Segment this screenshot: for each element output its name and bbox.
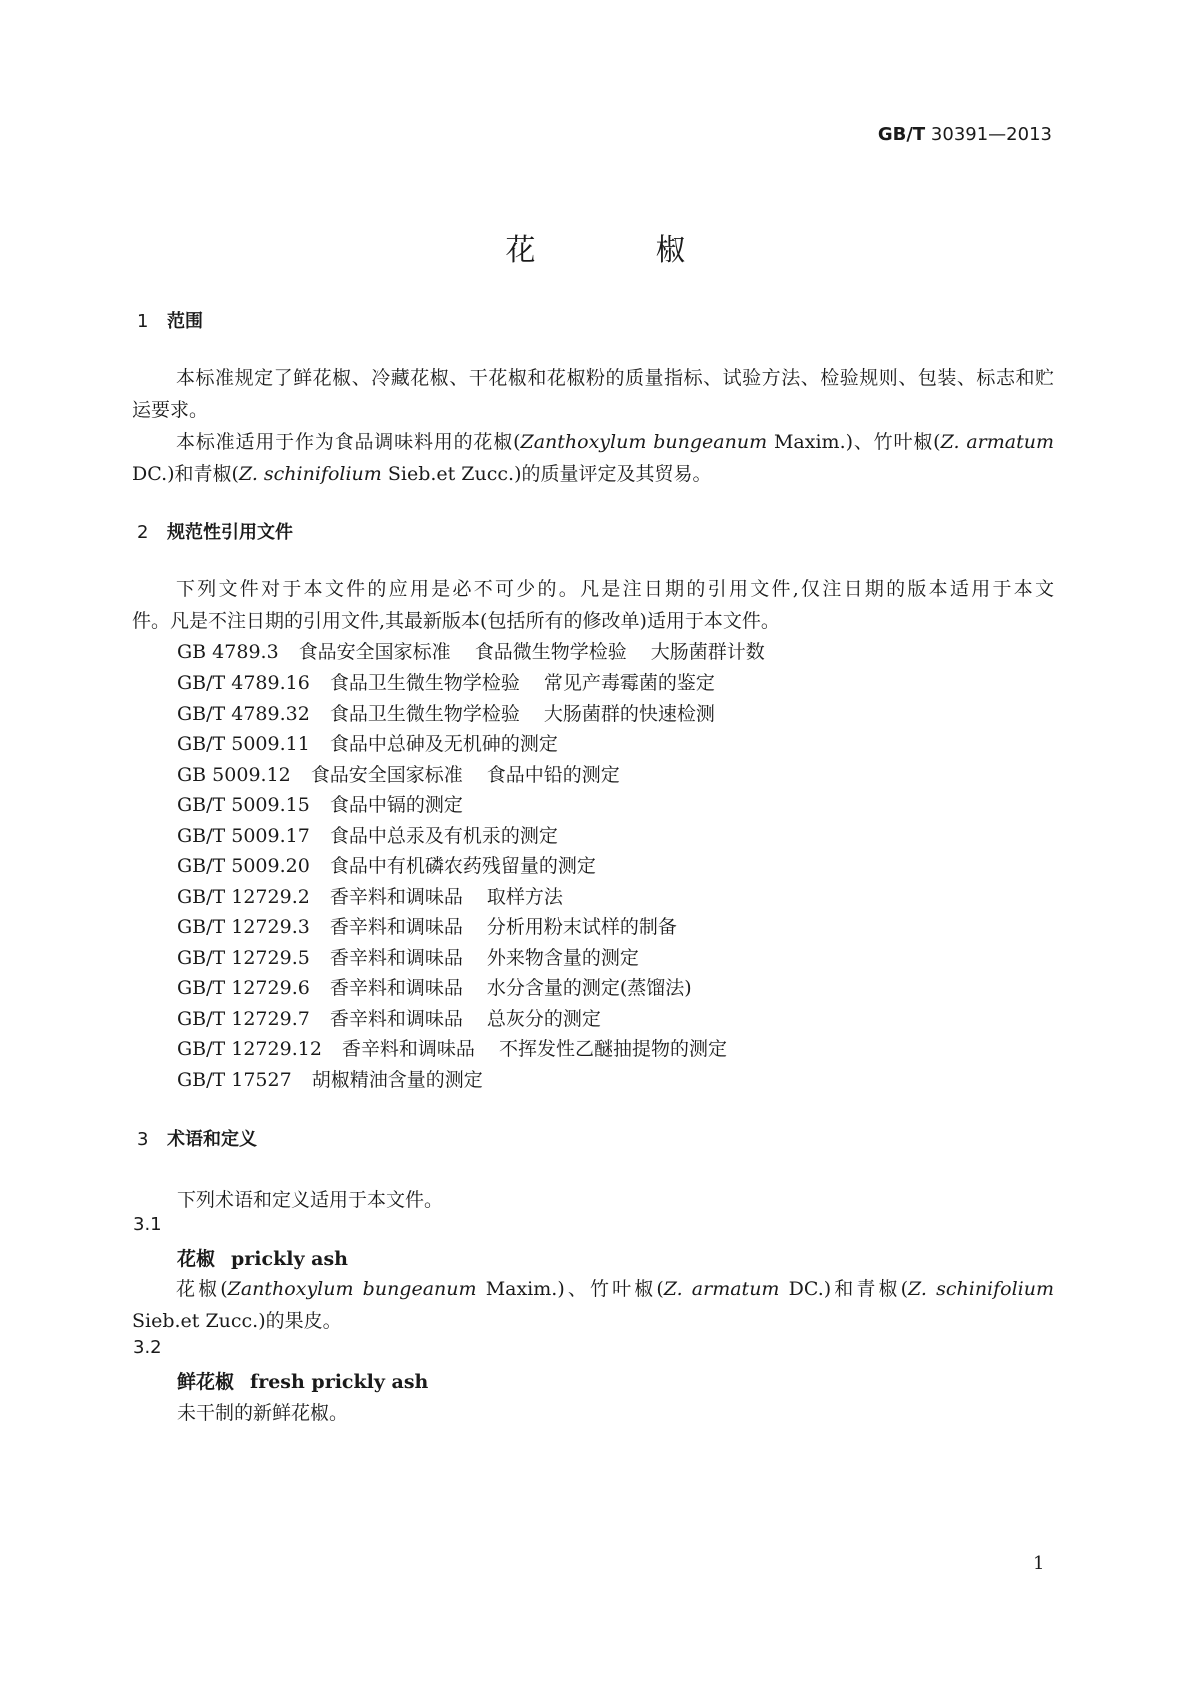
reference-title: 大肠菌群计数 — [650, 641, 765, 663]
reference-title: 食品卫生微生物学检验 — [329, 672, 520, 694]
section-number: 2 — [137, 522, 149, 543]
reference-code: GB/T 5009.17 — [177, 825, 310, 847]
reference-title: 食品安全国家标准 — [298, 641, 451, 663]
reference-title: 食品中有机磷农药残留量的测定 — [329, 855, 596, 877]
text-line — [132, 458, 1054, 490]
reference-item — [177, 882, 563, 909]
reference-title: 食品卫生微生物学检验 — [329, 703, 520, 725]
reference-item — [177, 821, 558, 848]
reference-item — [177, 760, 620, 787]
reference-item — [177, 1034, 727, 1061]
reference-item — [177, 1004, 601, 1031]
text-run: Maxim.)、竹叶椒( — [767, 431, 941, 453]
reference-title: 不挥发性乙醚抽提物的测定 — [498, 1038, 727, 1060]
term-chinese: 花椒 — [177, 1248, 216, 1270]
reference-item — [177, 851, 596, 878]
scope-paragraph — [132, 362, 1054, 490]
reference-code: GB 5009.12 — [177, 764, 291, 786]
reference-title: 食品中铅的测定 — [486, 764, 620, 786]
term-definition — [132, 1273, 1054, 1337]
reference-item — [177, 1065, 483, 1092]
reference-title: 大肠菌群的快速检测 — [543, 703, 715, 725]
reference-item — [177, 790, 463, 817]
reference-title: 香辛料和调味品 — [341, 1038, 475, 1060]
reference-title: 常见产毒霉菌的鉴定 — [543, 672, 715, 694]
text-run: Sieb.et Zucc.)的质量评定及其贸易。 — [381, 463, 712, 485]
reference-item — [177, 729, 558, 756]
reference-code: GB/T 12729.6 — [177, 977, 310, 999]
text-run: DC.)和青椒( — [779, 1278, 909, 1300]
reference-item — [177, 668, 715, 695]
section-number: 1 — [137, 311, 149, 332]
text-line — [132, 426, 1054, 458]
reference-title: 总灰分的测定 — [486, 1008, 601, 1030]
standard-code — [0, 124, 1052, 145]
term-number: 3.2 — [133, 1337, 162, 1358]
reference-code: GB/T 4789.16 — [177, 672, 310, 694]
text-run: DC.)和青椒( — [132, 463, 239, 485]
reference-title: 食品微生物学检验 — [474, 641, 627, 663]
reference-title: 胡椒精油含量的测定 — [311, 1069, 483, 1091]
term-english: prickly ash — [231, 1248, 348, 1270]
reference-title: 香辛料和调味品 — [329, 1008, 463, 1030]
term-definition: 未干制的新鲜花椒。 — [177, 1402, 349, 1424]
species-name: Z. armatum — [940, 431, 1054, 453]
term-number: 3.1 — [133, 1214, 162, 1235]
text-run: Maxim.)、竹叶椒( — [476, 1278, 664, 1300]
reference-item — [177, 912, 677, 939]
species-name: Zanthoxylum bungeanum — [227, 1278, 477, 1300]
standard-code-number: 30391—2013 — [930, 124, 1052, 145]
reference-title: 香辛料和调味品 — [329, 916, 463, 938]
reference-title: 食品中镉的测定 — [329, 794, 463, 816]
reference-code: GB/T 5009.15 — [177, 794, 310, 816]
reference-item — [177, 637, 765, 664]
reference-code: GB/T 12729.2 — [177, 886, 310, 908]
text-line: 件。凡是不注日期的引用文件,其最新版本(包括所有的修改单)适用于本文件。 — [132, 610, 780, 632]
reference-code: GB/T 12729.5 — [177, 947, 310, 969]
section-heading-scope — [137, 307, 203, 333]
reference-item — [177, 943, 639, 970]
species-name: Z. schinifolium — [908, 1278, 1055, 1300]
reference-code: GB 4789.3 — [177, 641, 279, 663]
reference-item — [177, 699, 715, 726]
reference-title: 分析用粉末试样的制备 — [486, 916, 677, 938]
reference-code: GB/T 12729.12 — [177, 1038, 322, 1060]
reference-title: 取样方法 — [486, 886, 563, 908]
text-run: 本标准适用于作为食品调味料用的花椒( — [176, 431, 521, 453]
reference-title: 香辛料和调味品 — [329, 947, 463, 969]
reference-title: 外来物含量的测定 — [486, 947, 639, 969]
section-number: 3 — [137, 1129, 149, 1150]
section-heading-terms — [137, 1125, 257, 1151]
reference-code: GB/T 17527 — [177, 1069, 292, 1091]
section-title: 范围 — [167, 311, 203, 332]
terms-intro: 下列术语和定义适用于本文件。 — [177, 1189, 444, 1211]
reference-code: GB/T 12729.3 — [177, 916, 310, 938]
section-heading-normative-references — [137, 518, 293, 544]
text-line — [132, 1273, 1054, 1305]
text-line: Sieb.et Zucc.)的果皮。 — [132, 1310, 342, 1332]
reference-title: 香辛料和调味品 — [329, 977, 463, 999]
species-name: Z. schinifolium — [238, 463, 382, 485]
section-title: 规范性引用文件 — [167, 522, 293, 543]
reference-title: 食品中总砷及无机砷的测定 — [329, 733, 558, 755]
term-heading — [177, 1244, 348, 1271]
reference-title: 水分含量的测定(蒸馏法) — [486, 977, 692, 999]
text-run: 花椒( — [176, 1278, 228, 1300]
text-line: 下列文件对于本文件的应用是必不可少的。凡是注日期的引用文件,仅注日期的版本适用于本文 — [176, 578, 1054, 600]
reference-code: GB/T 4789.32 — [177, 703, 310, 725]
reference-code: GB/T 5009.20 — [177, 855, 310, 877]
standard-code-prefix: GB/T — [877, 124, 926, 145]
page-number: 1 — [1033, 1553, 1045, 1574]
document-title: 花椒 — [505, 233, 806, 268]
reference-code: GB/T 5009.11 — [177, 733, 310, 755]
reference-code: GB/T 12729.7 — [177, 1008, 310, 1030]
term-chinese: 鲜花椒 — [177, 1371, 235, 1393]
text-line: 运要求。 — [132, 399, 209, 421]
references-intro-paragraph — [132, 573, 1054, 637]
term-heading — [177, 1367, 428, 1394]
species-name: Z. armatum — [663, 1278, 780, 1300]
reference-title: 香辛料和调味品 — [329, 886, 463, 908]
text-line: 本标准规定了鲜花椒、冷藏花椒、干花椒和花椒粉的质量指标、试验方法、检验规则、包装、标志和贮 — [176, 367, 1054, 389]
section-title: 术语和定义 — [167, 1129, 257, 1150]
reference-item — [177, 973, 692, 1000]
term-english: fresh prickly ash — [250, 1371, 429, 1393]
reference-title: 食品中总汞及有机汞的测定 — [329, 825, 558, 847]
species-name: Zanthoxylum bungeanum — [520, 431, 768, 453]
reference-title: 食品安全国家标准 — [310, 764, 463, 786]
